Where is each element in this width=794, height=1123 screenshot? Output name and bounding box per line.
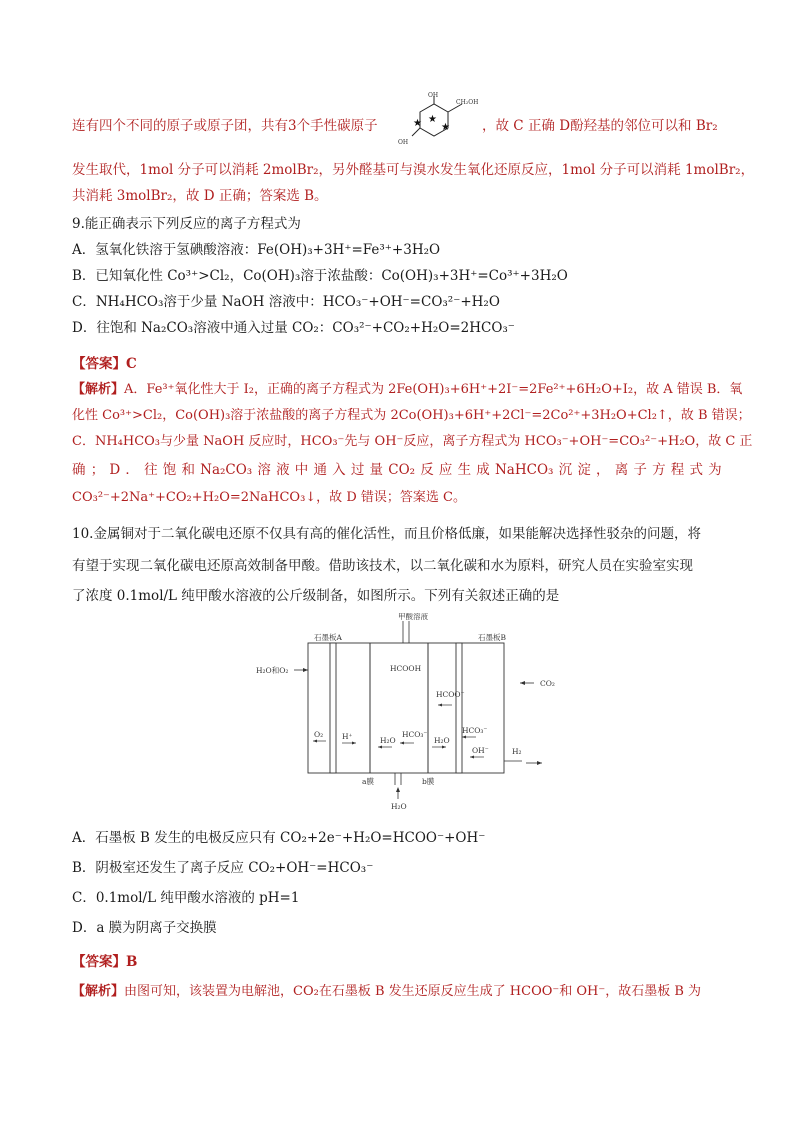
graphite-plate-b-label: 石墨板B (478, 633, 507, 642)
hco3-label-1: HCO₃⁻ (402, 730, 428, 739)
q9-option-a: A．氢氧化铁溶于氢碘酸溶液：Fe(OH)₃+3H⁺=Fe³⁺+3H₂O (72, 242, 441, 258)
q10-option-a: A．石墨板 B 发生的电极反应只有 CO₂+2e⁻+H₂O=HCOO⁻+OH⁻ (72, 830, 486, 846)
q9-explanation-4-token: 量 (369, 462, 384, 478)
q9-explanation-5: CO₃²⁻+2Na⁺+CO₂+H₂O=2NaHCO₃↓，故 D 错误；答案选 C。 (72, 490, 466, 505)
q9-option-d: D．往饱和 Na₂CO₃溶液中通入过量 CO₂：CO₃²⁻+CO₂+H₂O=2HCO₃⁻ (72, 320, 515, 336)
q9-explanation-2: 化性 Co³⁺>Cl₂，Co(OH)₃溶于浓盐酸的离子方程式为 2Co(OH)₃+6H⁺+2Cl⁻=2Co²⁺+3H₂O+Cl₂↑，故 B 错误； (72, 408, 751, 423)
q9-explanation-4-token: 式 (689, 462, 703, 478)
explanation-line-2: 发生取代，1mol 分子可以消耗 2molBr₂，另外醛基可与溴水发生氧化还原反应，1mol 分子可以消耗 1molBr₂， (72, 162, 755, 178)
chiral-star-2: ★ (441, 122, 450, 133)
q9-explanation-1: 【解析】A．Fe³⁺氧化性大于 I₂，正确的离子方程式为 2Fe(OH)₃+6H⁺+2I⁻=2Fe²⁺+6H₂O+I₂，故 A 错误 B．氧 (72, 382, 743, 397)
h2o-label-1: H₂O (380, 736, 396, 745)
q9-explanation-4-token: 淀 (577, 462, 591, 478)
q9-explanation-4-token: 确 (72, 462, 86, 478)
q9-explanation-4-token: 应 (438, 462, 453, 478)
q9-option-c: C．NH₄HCO₃溶于少量 NaOH 溶液中：HCO₃⁻+OH⁻=CO₃²⁻+H₂O (72, 294, 500, 310)
q10-explanation-1: 【解析】由图可知，该装置为电解池，CO₂在石墨板 B 发生还原反应生成了 HCOO⁻和 OH⁻，故石墨板 B 为 (72, 984, 702, 999)
ch2oh-label: CH₂OH (456, 99, 479, 106)
q9-explanation-4 (72, 460, 722, 480)
q9-explanation-4-token: 液 (276, 462, 290, 478)
chiral-star-1: ★ (428, 114, 437, 125)
membrane-b-label: b膜 (422, 777, 435, 786)
q10-stem-2: 有望于实现二氧化碳电还原高效制备甲酸。借助该技术，以二氧化碳和水为原料，研究人员在实验室实现 (72, 558, 693, 574)
q9-explanation-4-token: 成 (476, 462, 490, 478)
q10-answer: 【答案】B (72, 954, 138, 970)
oh-bottom-label: OH (398, 139, 409, 146)
o2-label: O₂ (314, 730, 324, 739)
q9-explanation-4-token: 方 (652, 462, 666, 478)
q9-explanation-4-token: 入 (332, 462, 346, 478)
formic-acid-outlet-label: 甲酸溶液 (398, 613, 428, 621)
q10-stem-3: 了浓度 0.1mol/L 纯甲酸水溶液的公斤级制备，如图所示。下列有关叙述正确的是 (72, 588, 560, 604)
bottom-inlet-label: H₂O (391, 802, 407, 811)
q9-explanation-4-token: CO₂ (388, 462, 416, 478)
q9-explanation-4-token: 中 (294, 462, 309, 478)
chiral-molecule-structure (390, 92, 480, 154)
q10-option-d: D．a 膜为阴离子交换膜 (72, 920, 217, 936)
q9-explanation-4-token: 通 (313, 462, 327, 478)
left-inlet-label: H₂O和O₂ (256, 666, 289, 675)
q9-explanation-4-token: ； (90, 462, 105, 478)
h2o-label-2: H₂O (434, 736, 450, 745)
q9-explanation-3: C．NH₄HCO₃与少量 NaOH 反应时，HCO₃⁻先与 OH⁻反应，离子方程式为 HCO₃⁻+OH⁻=CO₃²⁻+H₂O，故 C 正 (72, 434, 753, 449)
oh-top-label: OH (428, 92, 439, 99)
q9-explanation-4-token: 沉 (558, 462, 573, 478)
q9-explanation-4-token: ， (596, 462, 610, 478)
q10-option-b: B．阴极室还发生了离子反应 CO₂+OH⁻=HCO₃⁻ (72, 860, 374, 876)
q9-explanation-4-token: ． (125, 462, 139, 478)
q9-explanation-4-token: 为 (708, 462, 722, 478)
h2-label: H₂ (512, 747, 522, 756)
q9-explanation-4-token: 饱 (162, 462, 177, 478)
oh-label: OH⁻ (472, 746, 489, 755)
right-inlet-label: CO₂ (540, 679, 555, 688)
hcooh-label: HCOOH (390, 664, 422, 673)
q9-explanation-4-token: 子 (633, 462, 647, 478)
q9-explanation-4-token: 过 (350, 462, 365, 478)
hco3-label-2: HCO₃⁻ (462, 726, 488, 735)
q9-explanation-4-token: 溶 (257, 462, 271, 478)
h-plus-label: H⁺ (342, 732, 353, 741)
membrane-a-label: a膜 (362, 777, 374, 786)
q9-explanation-4-token: NaHCO₃ (494, 462, 554, 478)
explanation-line-1-tail: ，故 C 正确 D酚羟基的邻位可以和 Br₂ (482, 118, 718, 134)
q9-explanation-4-token: 反 (420, 462, 434, 478)
q9-explanation-4-token: 生 (457, 462, 472, 478)
graphite-plate-a-label: 石墨板A (314, 633, 342, 642)
q9-explanation-4-token: 和 (181, 462, 195, 478)
chiral-star-3: ★ (413, 118, 422, 129)
q10-option-c: C．0.1mol/L 纯甲酸水溶液的 pH=1 (72, 890, 300, 906)
electrolysis-cell-diagram (250, 613, 560, 813)
explanation-line-3: 共消耗 3molBr₂，故 D 正确；答案选 B。 (72, 188, 328, 204)
q9-option-b: B．已知氧化性 Co³⁺>Cl₂，Co(OH)₃溶于浓盐酸：Co(OH)₃+3H⁺=Co³⁺+3H₂O (72, 268, 568, 284)
q9-explanation-4-token: 离 (614, 462, 629, 478)
q9-stem: 9.能正确表示下列反应的离子方程式为 (72, 216, 301, 232)
q9-answer: 【答案】C (72, 356, 137, 372)
q9-explanation-4-token: 程 (670, 462, 685, 478)
q9-explanation-4-token: Na₂CO₃ (200, 462, 253, 478)
hcoo-top-label: HCOO⁻ (436, 690, 465, 699)
explanation-line-1: 连有四个不同的原子或原子团，共有3个手性碳原子 (72, 118, 378, 134)
q9-explanation-4-token: 往 (144, 462, 158, 478)
q9-explanation-4-token: D (109, 462, 121, 478)
q10-stem-1: 10.金属铜对于二氧化碳电还原不仅具有高的催化活性，而且价格低廉，如果能解决选择性驳杂的问题，将 (72, 526, 701, 542)
